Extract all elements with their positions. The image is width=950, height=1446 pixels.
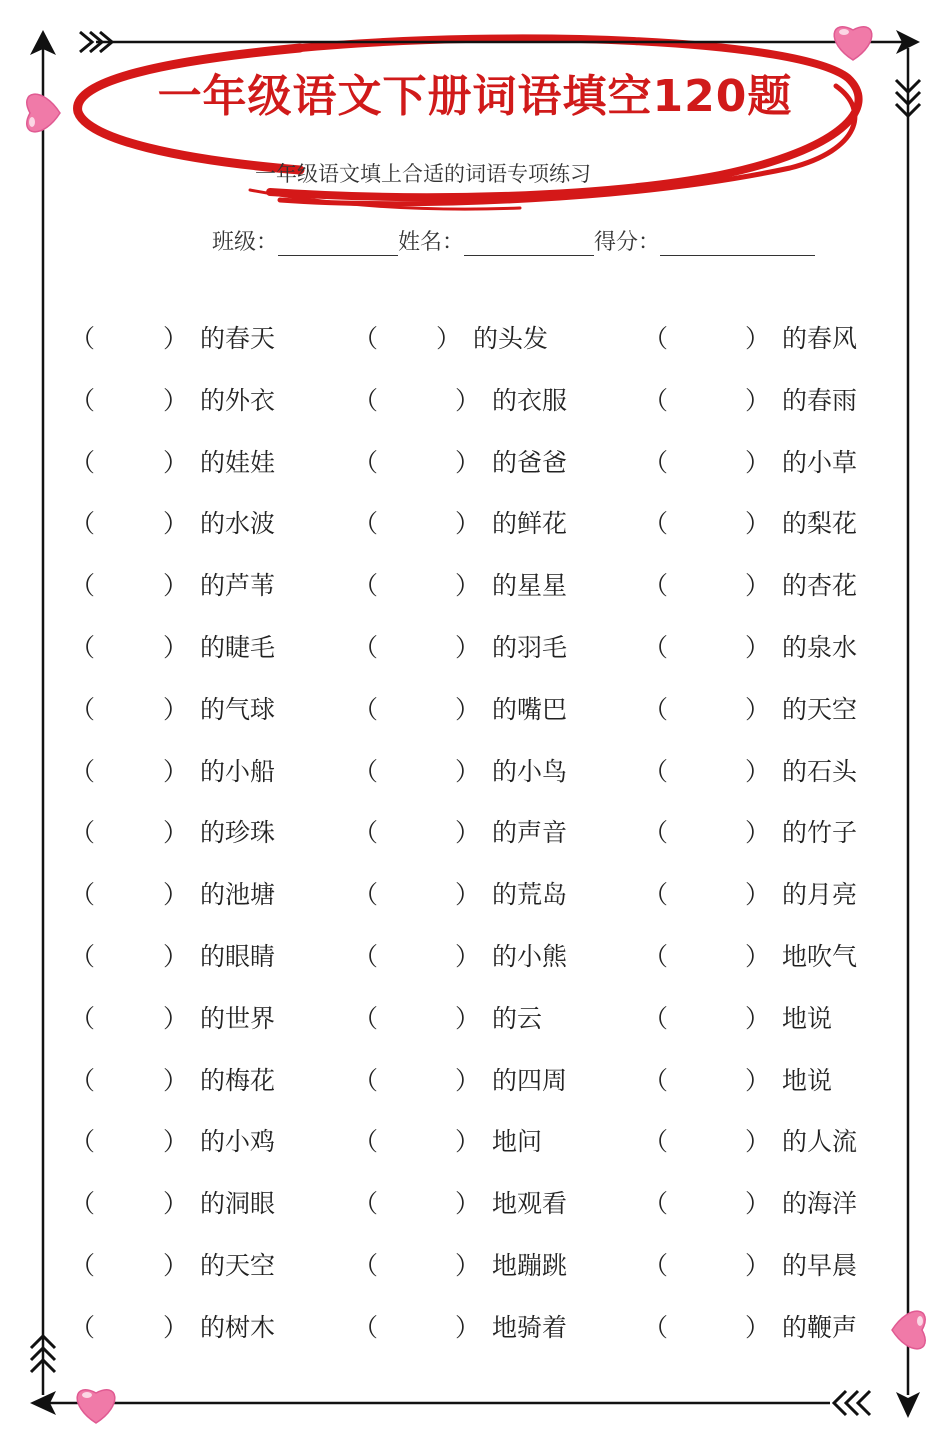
target-word: 的声音 bbox=[492, 818, 568, 848]
paren-close: ） bbox=[455, 632, 481, 662]
blank-item[interactable] bbox=[0, 678, 950, 740]
target-word: 的珍珠 bbox=[200, 818, 276, 848]
paren-open: （ bbox=[643, 1003, 669, 1033]
target-word: 地说 bbox=[782, 1065, 833, 1095]
paren-close: ） bbox=[163, 632, 189, 662]
paren-open: （ bbox=[353, 1250, 379, 1280]
target-word: 的嘴巴 bbox=[492, 694, 568, 724]
paren-open: （ bbox=[643, 694, 669, 724]
paren-open: （ bbox=[70, 1312, 96, 1342]
paren-close: ） bbox=[455, 694, 481, 724]
target-word: 的云 bbox=[492, 1003, 543, 1033]
paren-open: （ bbox=[70, 818, 96, 848]
paren-open: （ bbox=[70, 632, 96, 662]
target-word: 的娃娃 bbox=[200, 447, 276, 477]
paren-close: ） bbox=[745, 324, 771, 353]
paren-close: ） bbox=[455, 818, 481, 848]
class-label: 班级： bbox=[212, 230, 279, 255]
exercise-row bbox=[0, 1172, 950, 1234]
target-word: 的小熊 bbox=[492, 941, 568, 971]
paren-close: ） bbox=[745, 447, 771, 477]
paren-open: （ bbox=[70, 385, 96, 415]
paren-close: ） bbox=[745, 1127, 771, 1157]
student-info bbox=[212, 225, 842, 256]
paren-open: （ bbox=[643, 880, 669, 910]
blank-item[interactable] bbox=[0, 307, 950, 369]
paren-open: （ bbox=[643, 385, 669, 415]
paren-close: ） bbox=[455, 509, 481, 539]
exercise-row bbox=[0, 1234, 950, 1296]
exercise-row bbox=[0, 925, 950, 987]
paren-open: （ bbox=[353, 941, 379, 971]
paren-close: ） bbox=[455, 571, 481, 601]
heart-icon bbox=[834, 27, 872, 60]
target-word: 的杏花 bbox=[782, 571, 858, 601]
target-word: 地蹦跳 bbox=[492, 1250, 568, 1280]
exercise-row bbox=[0, 801, 950, 863]
paren-close: ） bbox=[455, 447, 481, 477]
blank-item[interactable] bbox=[0, 492, 950, 554]
fill-in-grid bbox=[0, 307, 950, 1358]
exercise-row bbox=[0, 740, 950, 802]
target-word: 的羽毛 bbox=[492, 632, 568, 662]
paren-open: （ bbox=[70, 1065, 96, 1095]
blank-item[interactable] bbox=[0, 554, 950, 616]
paren-close: ） bbox=[436, 324, 462, 353]
paren-close: ） bbox=[163, 509, 189, 539]
exercise-row bbox=[0, 431, 950, 493]
target-word: 地问 bbox=[492, 1127, 543, 1157]
paren-open: （ bbox=[353, 1312, 379, 1342]
paren-open: （ bbox=[353, 447, 379, 477]
worksheet-title: 一年级语文下册词语填空120题 bbox=[157, 71, 793, 122]
target-word: 的梨花 bbox=[782, 509, 858, 539]
paren-close: ） bbox=[745, 1189, 771, 1219]
paren-close: ） bbox=[455, 1312, 481, 1342]
paren-open: （ bbox=[353, 1065, 379, 1095]
target-word: 的荒岛 bbox=[492, 880, 568, 910]
blank-item[interactable] bbox=[0, 987, 950, 1049]
paren-open: （ bbox=[643, 1189, 669, 1219]
target-word: 地吹气 bbox=[782, 941, 858, 971]
target-word: 的春雨 bbox=[782, 385, 858, 415]
paren-close: ） bbox=[455, 1065, 481, 1095]
exercise-row bbox=[0, 307, 950, 369]
blank-item[interactable] bbox=[0, 925, 950, 987]
paren-close: ） bbox=[455, 756, 481, 786]
target-word: 的鲜花 bbox=[492, 509, 568, 539]
target-word: 的气球 bbox=[200, 694, 276, 724]
paren-open: （ bbox=[70, 756, 96, 786]
paren-close: ） bbox=[163, 571, 189, 601]
blank-item[interactable] bbox=[0, 616, 950, 678]
paren-open: （ bbox=[70, 1189, 96, 1219]
heart-icon bbox=[77, 1390, 115, 1423]
worksheet-subtitle: 一年级语文填上合适的词语专项练习 bbox=[255, 162, 591, 186]
target-word: 地说 bbox=[782, 1003, 833, 1033]
blank-item[interactable] bbox=[0, 1110, 950, 1172]
paren-open: （ bbox=[643, 1250, 669, 1280]
exercise-row bbox=[0, 1049, 950, 1111]
paren-close: ） bbox=[455, 1189, 481, 1219]
exercise-row bbox=[0, 863, 950, 925]
target-word: 的春天 bbox=[200, 324, 276, 353]
paren-close: ） bbox=[745, 1250, 771, 1280]
paren-close: ） bbox=[163, 1065, 189, 1095]
target-word: 的芦苇 bbox=[200, 571, 276, 601]
paren-close: ） bbox=[745, 1065, 771, 1095]
target-word: 的外衣 bbox=[200, 385, 276, 415]
exercise-row bbox=[0, 678, 950, 740]
paren-open: （ bbox=[643, 571, 669, 601]
target-word: 的洞眼 bbox=[200, 1189, 276, 1219]
name-field[interactable] bbox=[464, 231, 594, 256]
paren-open: （ bbox=[353, 632, 379, 662]
paren-open: （ bbox=[643, 941, 669, 971]
blank-item[interactable] bbox=[0, 1172, 950, 1234]
blank-item[interactable] bbox=[0, 431, 950, 493]
paren-open: （ bbox=[643, 1127, 669, 1157]
paren-close: ） bbox=[745, 818, 771, 848]
paren-close: ） bbox=[745, 694, 771, 724]
paren-open: （ bbox=[643, 509, 669, 539]
paren-close: ） bbox=[745, 385, 771, 415]
paren-open: （ bbox=[353, 880, 379, 910]
paren-close: ） bbox=[455, 1127, 481, 1157]
exercise-row bbox=[0, 554, 950, 616]
paren-open: （ bbox=[353, 1003, 379, 1033]
class-field[interactable] bbox=[278, 231, 398, 256]
target-word: 的睫毛 bbox=[200, 632, 276, 662]
target-word: 的水波 bbox=[200, 509, 276, 539]
paren-open: （ bbox=[353, 756, 379, 786]
paren-open: （ bbox=[643, 632, 669, 662]
blank-item[interactable] bbox=[0, 1234, 950, 1296]
paren-open: （ bbox=[353, 509, 379, 539]
target-word: 的梅花 bbox=[200, 1065, 276, 1095]
paren-open: （ bbox=[353, 571, 379, 601]
target-word: 的月亮 bbox=[782, 880, 858, 910]
target-word: 地骑着 bbox=[492, 1312, 568, 1342]
paren-open: （ bbox=[643, 1312, 669, 1342]
paren-close: ） bbox=[455, 1250, 481, 1280]
paren-close: ） bbox=[745, 880, 771, 910]
target-word: 的四周 bbox=[492, 1065, 568, 1095]
exercise-row bbox=[0, 492, 950, 554]
paren-close: ） bbox=[163, 1250, 189, 1280]
paren-open: （ bbox=[70, 880, 96, 910]
target-word: 的海洋 bbox=[782, 1189, 858, 1219]
paren-open: （ bbox=[70, 694, 96, 724]
paren-close: ） bbox=[163, 447, 189, 477]
arrow-down-icon bbox=[896, 1392, 920, 1418]
paren-close: ） bbox=[745, 1003, 771, 1033]
paren-close: ） bbox=[163, 1189, 189, 1219]
paren-open: （ bbox=[70, 1003, 96, 1033]
target-word: 的泉水 bbox=[782, 632, 858, 662]
paren-open: （ bbox=[643, 324, 669, 353]
paren-close: ） bbox=[163, 1003, 189, 1033]
blank-item[interactable] bbox=[0, 369, 950, 431]
blank-item[interactable] bbox=[0, 863, 950, 925]
target-word: 的爸爸 bbox=[492, 447, 568, 477]
paren-close: ） bbox=[455, 1003, 481, 1033]
target-word: 的世界 bbox=[200, 1003, 276, 1033]
paren-open: （ bbox=[70, 447, 96, 477]
target-word: 的星星 bbox=[492, 571, 568, 601]
paren-open: （ bbox=[353, 1127, 379, 1157]
paren-open: （ bbox=[643, 756, 669, 786]
paren-close: ） bbox=[455, 941, 481, 971]
target-word: 的天空 bbox=[782, 694, 858, 724]
target-word: 的小船 bbox=[200, 756, 276, 786]
paren-close: ） bbox=[745, 632, 771, 662]
target-word: 的春风 bbox=[782, 324, 858, 353]
paren-open: （ bbox=[353, 385, 379, 415]
paren-close: ） bbox=[745, 1312, 771, 1342]
score-field[interactable] bbox=[660, 231, 815, 256]
paren-open: （ bbox=[70, 509, 96, 539]
exercise-row bbox=[0, 369, 950, 431]
target-word: 的竹子 bbox=[782, 818, 858, 848]
target-word: 的小鸡 bbox=[200, 1127, 276, 1157]
paren-close: ） bbox=[163, 941, 189, 971]
paren-close: ） bbox=[745, 756, 771, 786]
paren-open: （ bbox=[70, 1250, 96, 1280]
blank-item[interactable] bbox=[0, 801, 950, 863]
paren-close: ） bbox=[163, 756, 189, 786]
name-label: 姓名： bbox=[398, 230, 465, 255]
paren-close: ） bbox=[455, 880, 481, 910]
paren-close: ） bbox=[745, 509, 771, 539]
paren-open: （ bbox=[643, 818, 669, 848]
target-word: 的石头 bbox=[782, 756, 858, 786]
exercise-row bbox=[0, 616, 950, 678]
paren-open: （ bbox=[353, 694, 379, 724]
paren-close: ） bbox=[745, 571, 771, 601]
score-label: 得分： bbox=[594, 230, 661, 255]
paren-close: ） bbox=[163, 818, 189, 848]
exercise-row bbox=[0, 1296, 950, 1358]
target-word: 的头发 bbox=[473, 324, 549, 353]
paren-open: （ bbox=[70, 571, 96, 601]
paren-close: ） bbox=[163, 1127, 189, 1157]
paren-close: ） bbox=[163, 1312, 189, 1342]
paren-open: （ bbox=[70, 324, 96, 353]
paren-open: （ bbox=[70, 941, 96, 971]
target-word: 地观看 bbox=[492, 1189, 568, 1219]
paren-open: （ bbox=[353, 818, 379, 848]
blank-item[interactable] bbox=[0, 1296, 950, 1358]
target-word: 的树木 bbox=[200, 1312, 276, 1342]
blank-item[interactable] bbox=[0, 1049, 950, 1111]
target-word: 的小草 bbox=[782, 447, 858, 477]
arrow-fletch-icon bbox=[834, 1391, 870, 1415]
paren-open: （ bbox=[70, 1127, 96, 1157]
target-word: 的早晨 bbox=[782, 1250, 858, 1280]
paren-close: ） bbox=[455, 385, 481, 415]
target-word: 的鞭声 bbox=[782, 1312, 858, 1342]
exercise-row bbox=[0, 1110, 950, 1172]
exercise-row bbox=[0, 987, 950, 1049]
target-word: 的天空 bbox=[200, 1250, 276, 1280]
target-word: 的人流 bbox=[782, 1127, 858, 1157]
blank-item[interactable] bbox=[0, 740, 950, 802]
paren-close: ） bbox=[163, 324, 189, 353]
paren-open: （ bbox=[643, 1065, 669, 1095]
paren-close: ） bbox=[163, 694, 189, 724]
paren-close: ） bbox=[163, 880, 189, 910]
target-word: 的池塘 bbox=[200, 880, 276, 910]
paren-close: ） bbox=[745, 941, 771, 971]
paren-close: ） bbox=[163, 385, 189, 415]
target-word: 的小鸟 bbox=[492, 756, 568, 786]
paren-open: （ bbox=[353, 324, 379, 353]
paren-open: （ bbox=[643, 447, 669, 477]
target-word: 的衣服 bbox=[492, 385, 568, 415]
target-word: 的眼睛 bbox=[200, 941, 276, 971]
paren-open: （ bbox=[353, 1189, 379, 1219]
